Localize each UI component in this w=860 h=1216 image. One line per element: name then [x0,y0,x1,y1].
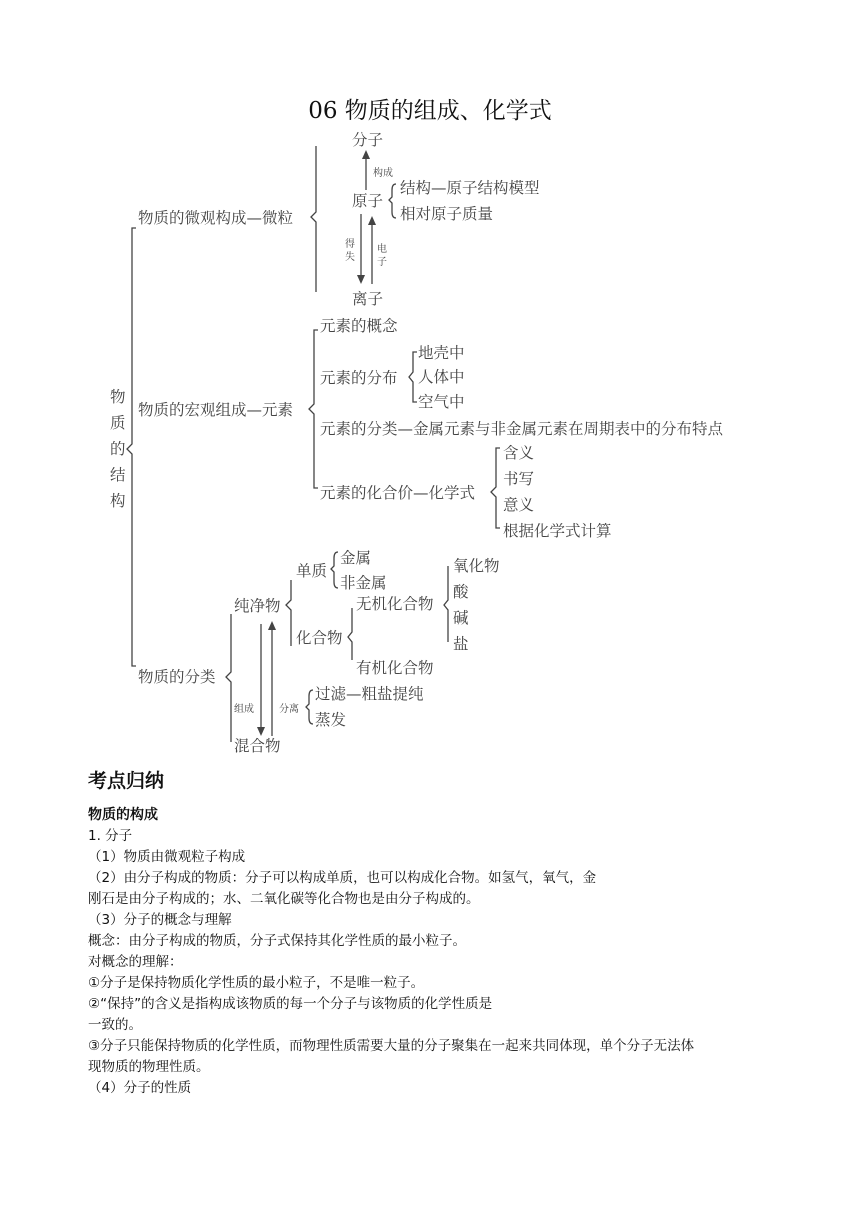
valence-bracket [491,448,500,528]
text-line: （4）分子的性质 [88,1080,192,1096]
section-subheading: 物质的构成 [88,807,158,823]
simple-brace [331,552,338,588]
classify-label: 物质的分类 [138,668,216,686]
ion-label: 离子 [352,290,384,308]
text-line: 刚石是由分子构成的；水、二氧化碳等化合物也是由分子构成的。 [88,891,480,907]
arrow-down-label: 失 [345,252,355,263]
section-heading: 考点归纳 [88,770,165,792]
root-char: 构 [110,492,126,510]
valence-item: 书写 [503,470,535,488]
compound-bracket [348,608,352,660]
separate-item: 过滤—粗盐提纯 [315,685,424,703]
text-line: 现物质的物理性质。 [88,1059,210,1075]
root-bracket [127,228,136,666]
simple-item: 金属 [340,549,372,567]
root-char: 质 [110,414,126,432]
text-line: ②“保持”的含义是指构成该物质的每一个分子与该物质的化学性质是 [88,996,493,1012]
root-char: 的 [110,440,126,458]
text-line: （2）由分子构成的物质：分子可以构成单质，也可以构成化合物。如氢气，氧气，金 [88,870,597,886]
valence-item: 含义 [503,444,535,462]
inorganic-item: 碱 [453,609,469,627]
inorganic-label: 无机化合物 [356,595,434,613]
page-title: 06 物质的组成、化学式 [308,98,552,124]
root-char: 结 [110,466,126,484]
arrowhead-up2 [368,216,376,225]
organic-label: 有机化合物 [356,659,434,677]
text-line: 一致的。 [88,1017,142,1033]
inorganic-item: 氧化物 [453,557,500,575]
atom-label: 原子 [352,192,384,210]
mixture-label: 混合物 [234,737,281,755]
element-classification: 元素的分类—金属元素与非金属元素在周期表中的分布特点 [320,420,724,438]
macro-bracket [309,330,318,488]
macro-label: 物质的宏观组成—元素 [138,401,294,419]
pure-bracket [286,580,291,646]
arrow-up-label: 构成 [373,168,393,179]
compound-label: 化合物 [296,629,343,647]
distribution-item: 地壳中 [418,344,465,362]
valence-item: 根据化学式计算 [503,522,612,540]
arrowhead-down2 [257,727,265,736]
arrow-up2-label: 子 [377,257,387,268]
distribution-bracket [409,352,417,402]
text-line: 对概念的理解： [88,954,183,970]
pure-label: 纯净物 [234,597,281,615]
distribution-item: 人体中 [418,368,465,386]
element-distribution: 元素的分布 [320,369,398,387]
text-line: 概念：由分子构成的物质，分子式保持其化学性质的最小粒子。 [88,933,466,949]
arrowhead-up [362,150,370,159]
molecule-label: 分子 [352,131,384,149]
compose-label: 组成 [234,704,254,715]
classify-bracket [226,614,231,742]
arrowhead-down [357,275,365,284]
arrow-up2-label: 电 [377,244,387,255]
text-line: 1. 分子 [88,828,133,844]
separate-brace [306,690,313,724]
micro-label: 物质的微观构成—微粒 [138,209,294,227]
separate-label: 分离 [279,704,299,715]
inorganic-item: 酸 [453,583,469,601]
text-line: （3）分子的概念与理解 [88,912,232,928]
atom-item: 结构—原子结构模型 [400,179,540,197]
element-concept: 元素的概念 [320,317,398,335]
separate-item: 蒸发 [315,711,347,729]
text-line: （1）物质由微观粒子构成 [88,849,246,865]
text-line: ③分子只能保持物质的化学性质，而物理性质需要大量的分子聚集在一起来共同体现，单个分子无法体 [88,1038,695,1054]
inorganic-bracket [444,566,448,642]
valence-item: 意义 [503,496,535,514]
text-line: ①分子是保持物质化学性质的最小粒子，不是唯一粒子。 [88,975,425,991]
element-valence: 元素的化合价—化学式 [320,484,476,502]
arrow-down-label: 得 [345,239,355,250]
inorganic-item: 盐 [453,635,469,653]
arrowhead-up3 [268,621,276,630]
root-char: 物 [110,388,126,406]
section-content [88,768,778,1099]
distribution-item: 空气中 [418,393,465,411]
simple-label: 单质 [296,562,328,580]
atom-item: 相对原子质量 [400,205,494,223]
simple-item: 非金属 [340,574,387,592]
atom-brace [389,184,396,218]
micro-bracket [311,146,316,292]
